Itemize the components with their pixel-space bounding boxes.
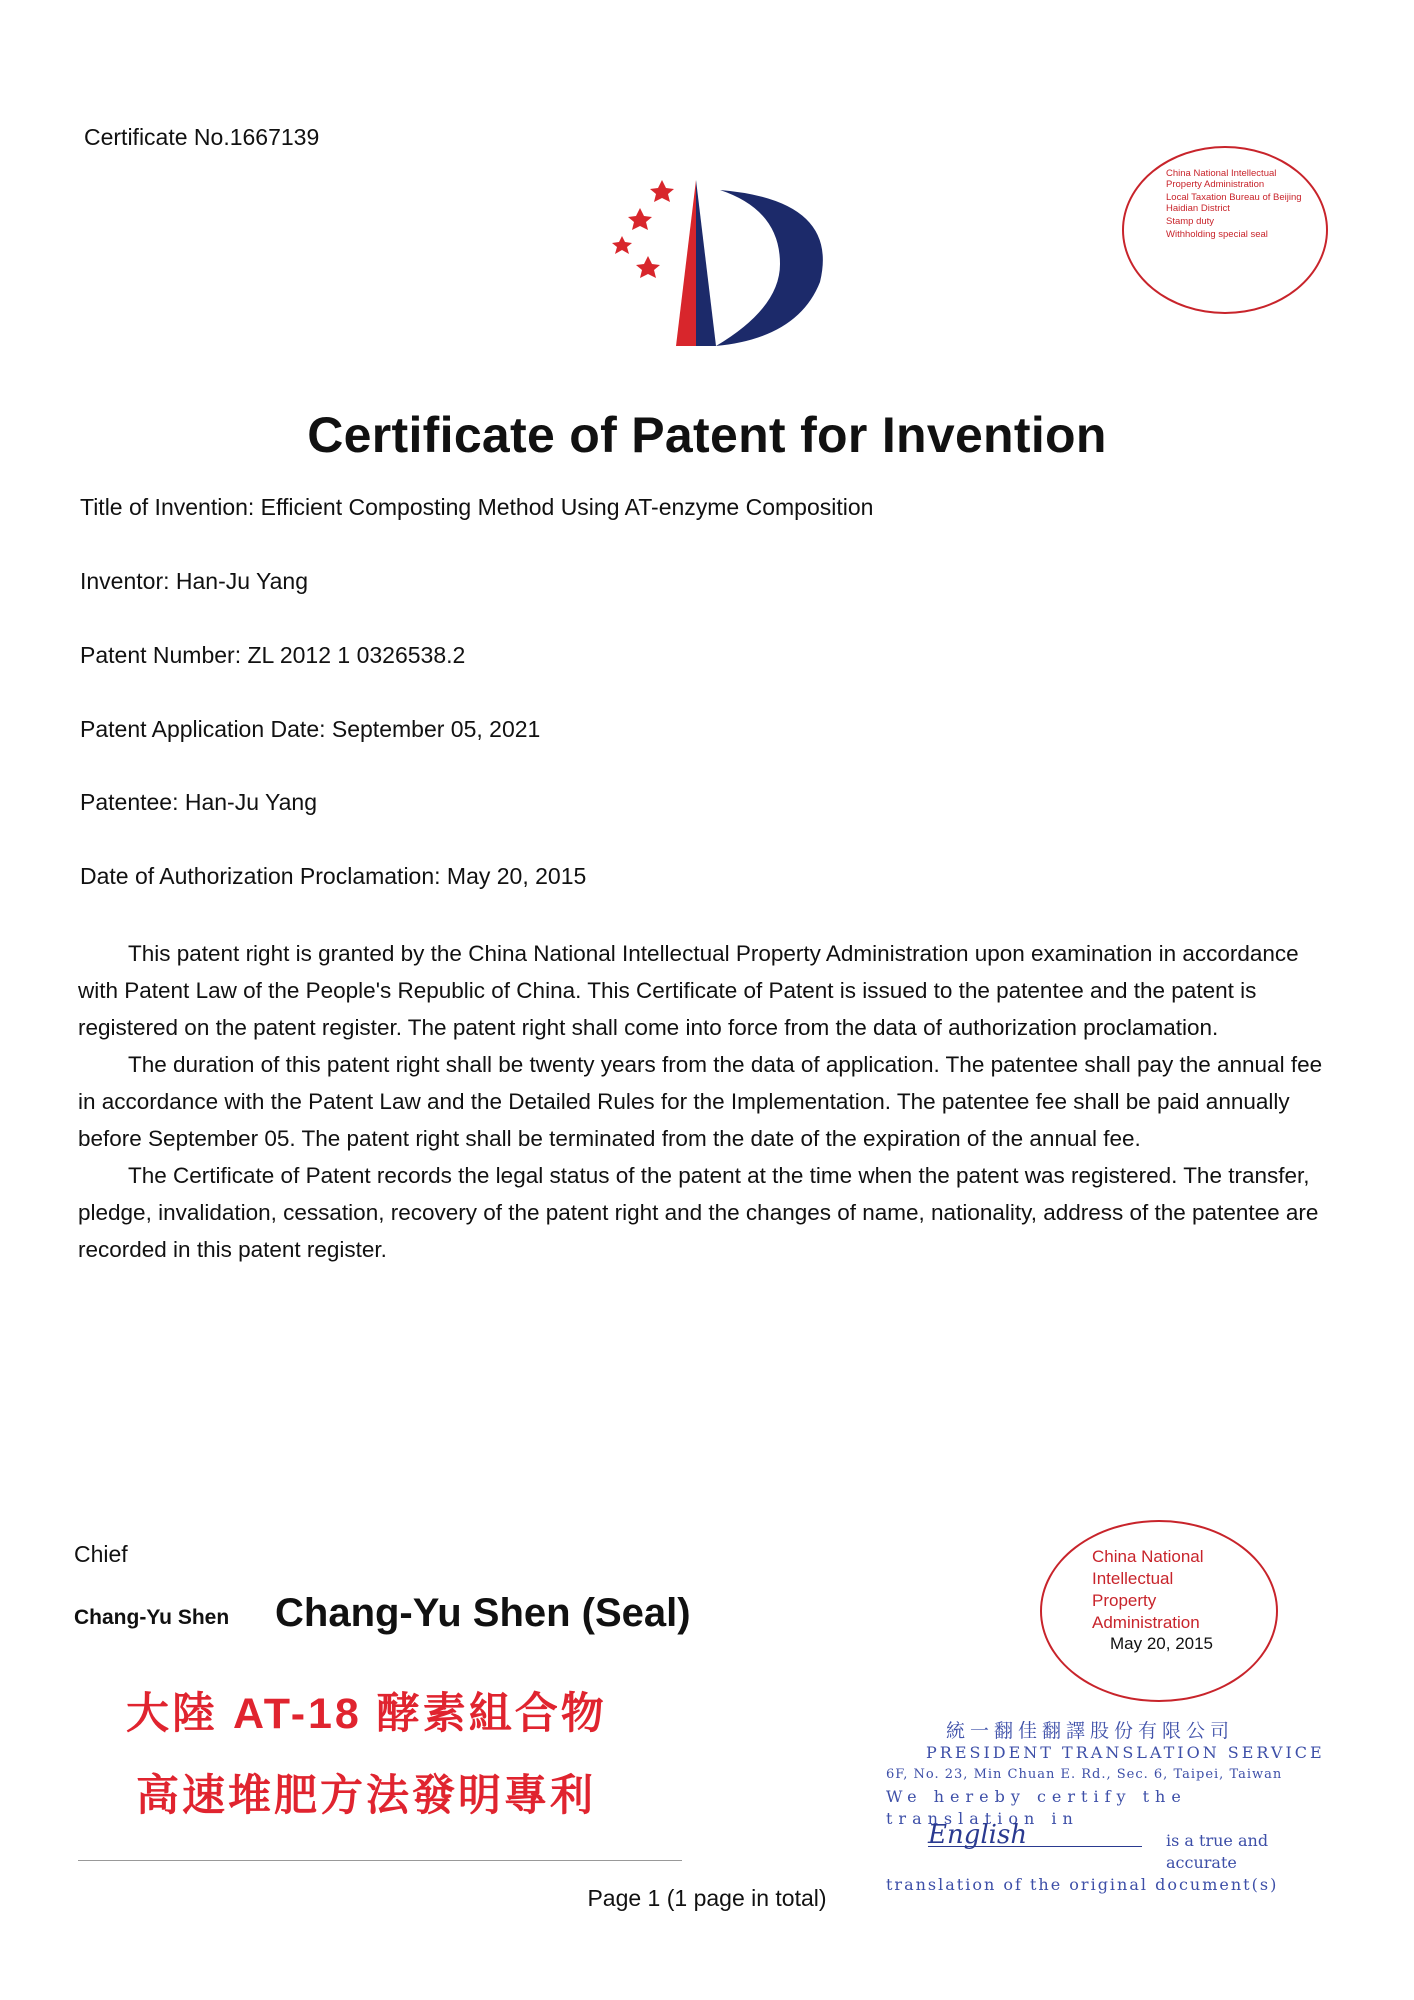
translation-stamp bbox=[886, 1720, 1328, 1896]
tax-seal-line: Local Taxation Bureau of Beijing Haidian District bbox=[1166, 192, 1302, 214]
body-paragraph: The duration of this patent right shall be twenty years from the data of application. The patentee shall pay the annual fee in accordance with the Patent Law and the Detailed Rules for the Implementation. The patentee fee shall be paid annually before September 05. The patent right shall be terminated from the date of the expiration of the annual fee. bbox=[78, 1052, 1323, 1151]
field-patent-number: Patent Number: ZL 2012 1 0326538.2 bbox=[80, 642, 466, 668]
stamp-company-en: PRESIDENT TRANSLATION SERVICE bbox=[926, 1743, 1325, 1762]
field-application-date: Patent Application Date: September 05, 2021 bbox=[80, 716, 541, 742]
field-authorization-date: Date of Authorization Proclamation: May 20, 2015 bbox=[80, 863, 587, 889]
certificate-title: Certificate of Patent for Invention bbox=[307, 407, 1107, 463]
office-seal-line: Intellectual bbox=[1092, 1569, 1174, 1588]
stamp-handwritten-language: English bbox=[928, 1824, 1142, 1847]
signature-name-small: Chang-Yu Shen bbox=[74, 1606, 230, 1629]
stamp-accurate-line: is a true and accurate bbox=[1166, 1831, 1269, 1872]
chinese-caption-line: 高速堆肥方法發明專利 bbox=[136, 1772, 596, 1820]
stamp-certify-line: We hereby certify the translation in bbox=[886, 1787, 1187, 1828]
field-patentee: Patentee: Han-Ju Yang bbox=[80, 789, 317, 815]
certificate-body bbox=[78, 935, 1334, 1268]
page-number: Page 1 (1 page in total) bbox=[587, 1885, 827, 1911]
office-seal-line: Administration bbox=[1092, 1613, 1200, 1632]
office-seal-line: Property bbox=[1092, 1591, 1157, 1610]
field-inventor: Inventor: Han-Ju Yang bbox=[80, 568, 309, 594]
field-invention-title: Title of Invention: Efficient Composting Method Using AT-enzyme Composition bbox=[80, 494, 874, 520]
certificate-number: Certificate No.1667139 bbox=[84, 124, 320, 150]
tax-seal-line: Stamp duty bbox=[1166, 216, 1215, 227]
tax-seal-line: Withholding special seal bbox=[1166, 229, 1268, 240]
stamp-original-line: translation of the original document(s) bbox=[886, 1875, 1279, 1894]
tax-seal-line: China National Intellectual Property Administration bbox=[1166, 168, 1277, 190]
footer-divider bbox=[78, 1860, 682, 1861]
tax-stamp-seal bbox=[1122, 146, 1328, 314]
office-seal-line: China National bbox=[1092, 1547, 1204, 1566]
body-paragraph: This patent right is granted by the China National Intellectual Property Administration upon examination in accordance with Patent Law of the People's Republic of China. This Certificate of Patent is issued to the patentee and the patent is registered on the patent register. The patent right shall come into force from the data of authorization proclamation. bbox=[78, 941, 1299, 1040]
office-seal bbox=[1040, 1520, 1278, 1702]
body-paragraph: The Certificate of Patent records the legal status of the patent at the time when the patent was registered. The transfer, pledge, invalidation, cessation, recovery of the patent right and the changes of name, nationality, address of the patentee are recorded in this patent register. bbox=[78, 1163, 1319, 1262]
stamp-address: 6F, No. 23, Min Chuan E. Rd., Sec. 6, Taipei, Taiwan bbox=[886, 1767, 1283, 1782]
signature-name-large: Chang-Yu Shen (Seal) bbox=[275, 1591, 691, 1635]
signature-role: Chief bbox=[74, 1541, 128, 1567]
stamp-company-cn: 統一翻佳翻譯股份有限公司 bbox=[946, 1720, 1235, 1742]
patent-office-logo bbox=[612, 178, 848, 348]
chinese-caption-line: 大陸 AT-18 酵素組合物 bbox=[126, 1690, 607, 1738]
office-seal-date: May 20, 2015 bbox=[1110, 1634, 1214, 1653]
